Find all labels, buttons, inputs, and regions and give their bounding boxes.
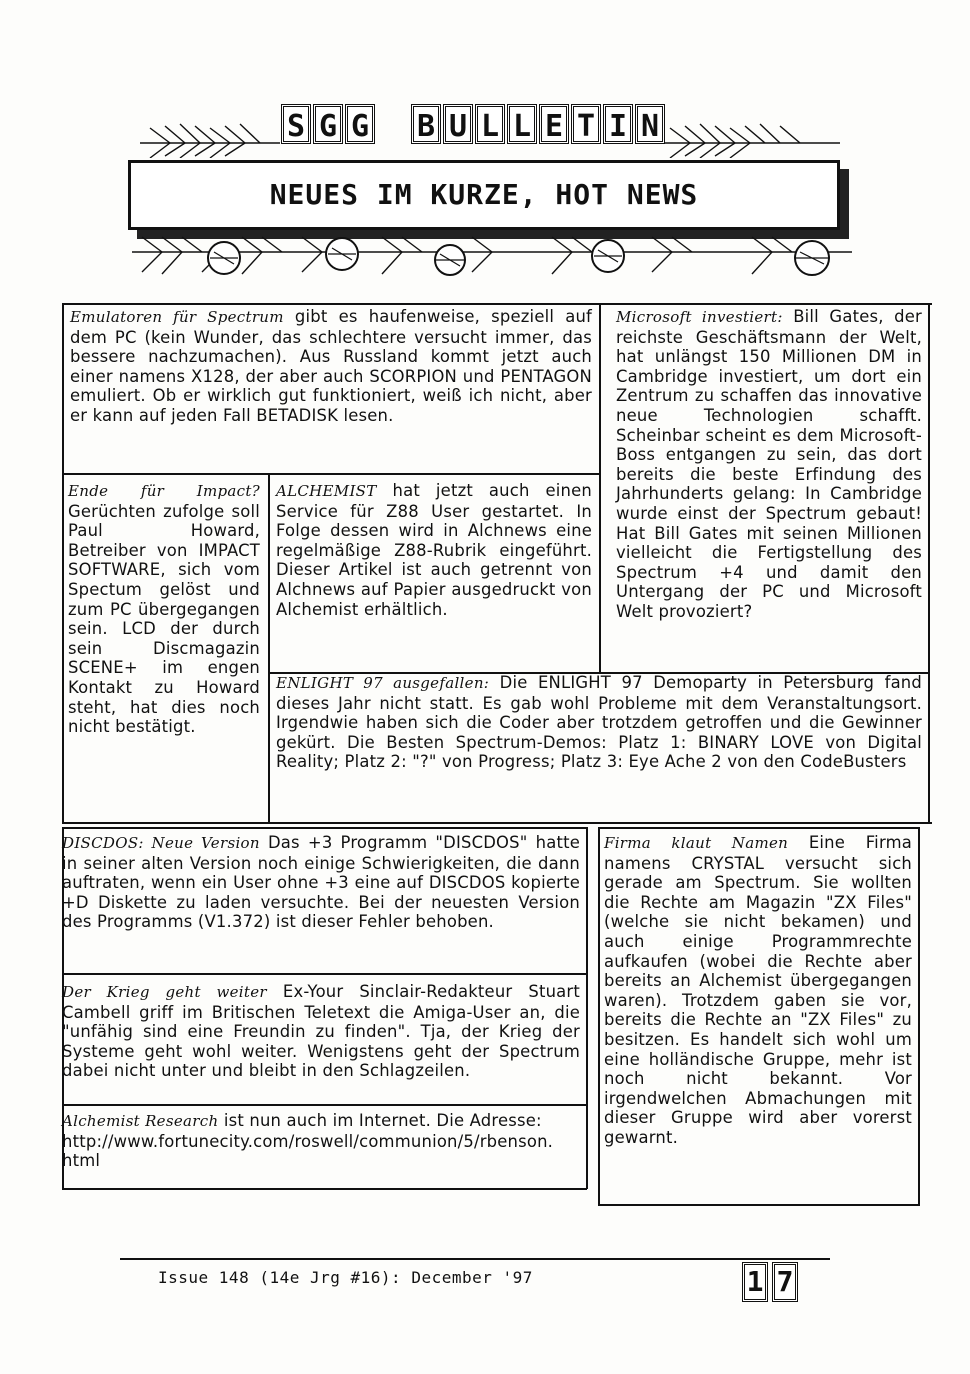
masthead-letter: G: [345, 104, 375, 144]
banner: [128, 160, 840, 230]
page-number-digit: 1: [742, 1262, 768, 1302]
masthead-letter: S: [281, 104, 311, 144]
rule-top: [62, 303, 932, 305]
article-heading: ALCHEMIST: [276, 482, 377, 500]
article-heading: ENLIGHT 97 ausgefallen:: [276, 674, 490, 692]
article-heading: Der Krieg geht weiter: [62, 983, 267, 1001]
article-alchemist: [276, 481, 592, 619]
article-body: hat jetzt auch einen Service für Z88 User gestartet. In Folge dessen wird in Alchnews eine regelmäßige Z88-Rubrik eingeführt. Dieser Artikel ist auch getrennt von Alchnews auf Papier ausgedruckt von Alchemist erhältlich.: [276, 481, 592, 619]
rule-lower-bottom: [62, 1188, 587, 1190]
article-body: Das +3 Programm "DISCDOS" hatte in seiner alten Version noch einige Schwierigkeiten, die dann auftraten, wenn ein User ohne +3 eine auf DISCDOS kopierte +D Diskette zu laden versuchte. Bei der neuesten Version des Programms (V1.372) ist dieser Fehler behoben.: [62, 833, 580, 932]
article-heading: Firma klaut Namen: [604, 834, 789, 852]
article-body: Eine Firma namens CRYSTAL versucht sich gerade am Spectrum. Sie wollten die Rechte am Magazin "ZX Files" (welche sie nicht bekamen) und auch einige Programmrechte aufkaufen (wobei die Rechte aber bereits an Alchemist übergegangen waren). Trotzdem gaben sie vor, bereits die Rechte an "ZX Files" zu besitzen. Es handelt sich wohl um eine holländische Gruppe, mehr ist noch nicht bekannt. Vor irgendwelchen Abmachungen mit dieser Gruppe wird aber vorerst gewarnt.: [604, 833, 913, 1147]
article-research: [62, 1111, 580, 1171]
article-enlight: [276, 673, 922, 772]
masthead-letter: T: [571, 104, 601, 144]
rule-crystal-top: [598, 827, 920, 829]
rule-crystal-left: [598, 827, 600, 1205]
banner-title: NEUES IM KURZE, HOT NEWS: [269, 178, 699, 211]
footer-rule: [120, 1258, 830, 1260]
rule-impact-split: [268, 473, 270, 823]
article-heading: DISCDOS: Neue Version: [62, 834, 260, 852]
article-heading: Microsoft investiert:: [616, 308, 783, 326]
article-impact: [68, 481, 260, 737]
article-krieg: [62, 982, 580, 1081]
rule-section-bottom: [62, 822, 932, 824]
masthead-letter: I: [603, 104, 633, 144]
masthead-letter: G: [313, 104, 343, 144]
article-body: ist nun auch im Internet. Die Adresse:: [223, 1111, 542, 1130]
article-body: gibt es haufenweise, speziell auf dem PC (kein Wunder, das schlechtere versucht immer, das bessere nachzumachen). Aus Russland kommt jetzt auch einer namens X128, der aber auch SCORPION und PENTAGON emuliert. Ob er wirklich gut funktioniert, weiß ich nicht, aber er kann auf jeden Fall BETADISK lesen.: [70, 307, 593, 425]
rule-crystal-bottom: [598, 1204, 920, 1206]
masthead-bulletin: [410, 104, 666, 144]
rule-discdos-bottom: [62, 973, 587, 975]
masthead-letter: U: [443, 104, 473, 144]
article-microsoft: [616, 307, 922, 622]
research-url[interactable]: http://www.fortunecity.com/roswell/communion/5/rbenson.html: [62, 1131, 554, 1171]
article-heading: Ende für Impact?: [68, 482, 260, 500]
rule-emulatoren-bottom: [62, 473, 600, 475]
masthead: [140, 98, 840, 158]
article-discdos: [62, 833, 580, 932]
rule-left-top: [62, 303, 64, 823]
masthead-sgg: [280, 104, 376, 144]
article-body: Bill Gates, der reichste Geschäftsmann der Welt, hat unlängst 150 Millionen DM in Cambridge investiert, um dort ein Zentrum zu schaffen das innovative neue Technologien schafft. Scheinbar scheint es dem Microsoft-Boss entgangen zu sein, das dort bereits die beste Erfindung des Jahrhunderts gelang: In Cambridge wurde einst der Spectrum gebaut! Hat Bill Gates mit seinen Millionen vielleicht die Fertigstellung des Spectrum +4 und damit den Untergang der PC und Microsoft Welt provoziert?: [616, 307, 922, 621]
rule-lower-mid-right: [586, 827, 588, 1189]
article-body: Ex-Your Sinclair-Redakteur Stuart Cambell griff im Britischen Teletext die Amiga-User an, die "unfähig sind eine Freundin zu finden". Tja, der Krieg der Systeme geht wohl weiter. Wenigstens geht der Spectrum dabei nicht unter und bleibt in den Schlagzeilen.: [62, 982, 580, 1081]
rule-right: [928, 303, 930, 823]
article-emulatoren: [70, 307, 592, 426]
footer-issue: Issue 148 (14e Jrg #16): December '97: [158, 1268, 533, 1287]
article-heading: Alchemist Research: [62, 1112, 219, 1130]
masthead-letter: L: [507, 104, 537, 144]
rule-lower-top: [62, 827, 587, 829]
article-heading: Emulatoren für Spectrum: [70, 308, 284, 326]
masthead-letter: L: [475, 104, 505, 144]
garland-bottom-decoration: [132, 232, 852, 292]
page-number-digit: 7: [772, 1262, 798, 1302]
masthead-letter: N: [635, 104, 665, 144]
rule-krieg-bottom: [62, 1104, 587, 1106]
article-body: Gerüchten zufolge soll Paul Howard, Betreiber von IMPACT SOFTWARE, sich vom Spectum gelöst und zum PC übergegangen sein. LCD der durch sein Discmagazin SCENE+ im engen Kontakt zu Howard steht, hat dies noch nicht bestätigt.: [68, 501, 260, 737]
rule-col-split: [599, 303, 601, 673]
article-crystal: [604, 833, 912, 1148]
masthead-letter: B: [411, 104, 441, 144]
masthead-letter: E: [539, 104, 569, 144]
rule-crystal-right: [918, 827, 920, 1205]
article-body: Die ENLIGHT 97 Demoparty in Petersburg fand dieses Jahr nicht statt. Es gab wohl Probleme mit dem Veranstaltungsort. Irgendwie haben sich die Coder aber trotzdem getroffen und die Gewinner gekürt. Die Besten Spectrum-Demos: Platz 1: BINARY LOVE von Digital Reality; Platz 2: "?" von Progress; Platz 3: Eye Ache 2 von den CodeBusters: [276, 673, 923, 772]
